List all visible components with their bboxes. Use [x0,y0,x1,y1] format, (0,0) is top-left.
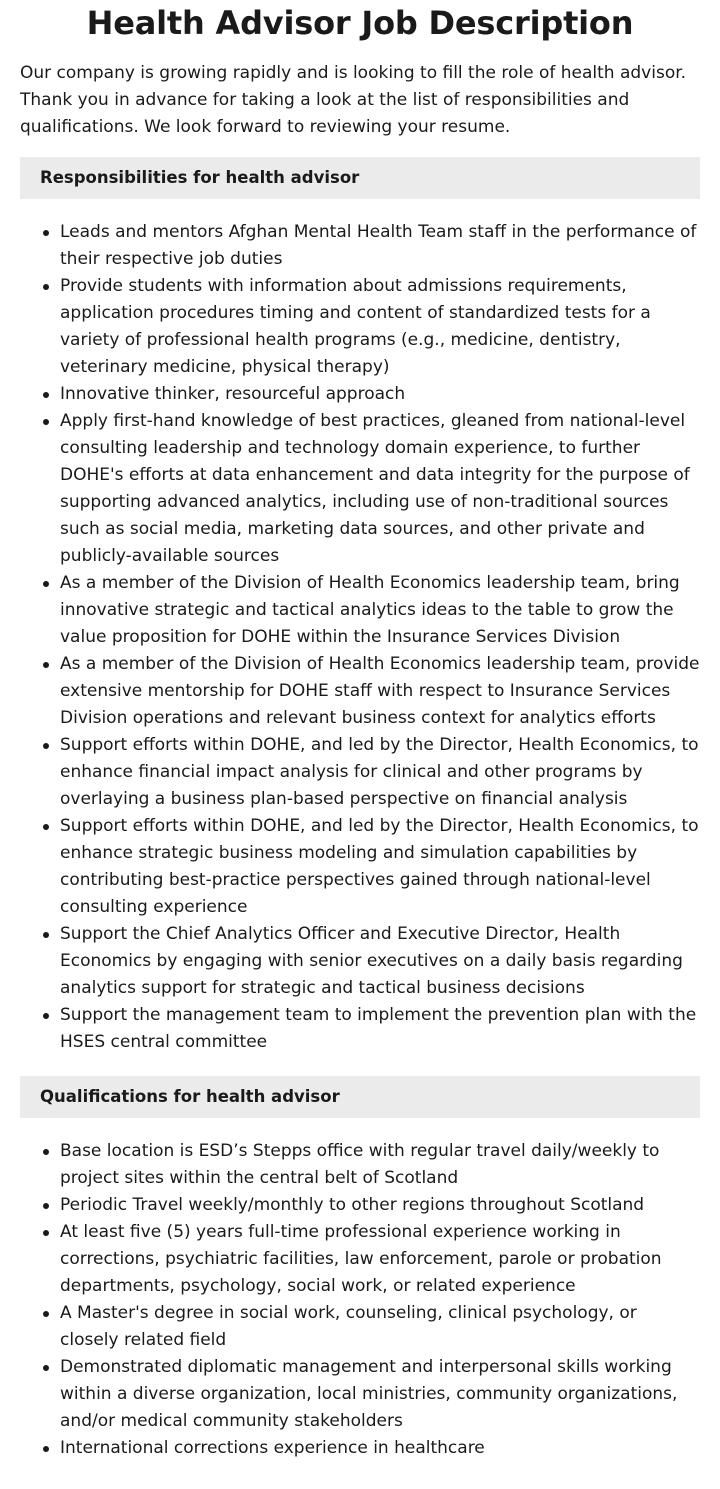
responsibility-item: As a member of the Division of Health Economics leadership team, bring innovative strategic and tactical analytics ideas to the table to grow the value proposition for DOHE within the Insurance Services Division [60,570,700,651]
qualifications-list [20,1138,700,1462]
responsibility-item: Support the Chief Analytics Officer and Executive Director, Health Economics by engaging with senior executives on a daily basis regarding analytics support for strategic and tactical business decisions [60,921,700,1002]
qualification-item: At least five (5) years full-time professional experience working in corrections, psychiatric facilities, law enforcement, parole or probation departments, psychology, social work, or related experience [60,1219,700,1300]
responsibility-item: As a member of the Division of Health Economics leadership team, provide extensive mentorship for DOHE staff with respect to Insurance Services Division operations and relevant business context for analytics efforts [60,651,700,732]
responsibilities-heading: Responsibilities for health advisor [20,157,700,199]
qualification-item: A Master's degree in social work, counseling, clinical psychology, or closely related field [60,1300,700,1354]
responsibility-item: Leads and mentors Afghan Mental Health Team staff in the performance of their respective job duties [60,219,700,273]
qualifications-heading: Qualifications for health advisor [20,1076,700,1118]
intro-paragraph: Our company is growing rapidly and is looking to fill the role of health advisor. Thank you in advance for taking a look at the list of responsibilities and qualifications. We look forward to reviewing your resume. [20,63,687,137]
qualification-item: Base location is ESD’s Stepps office with regular travel daily/weekly to project sites within the central belt of Scotland [60,1138,700,1192]
responsibilities-list [20,219,700,1056]
responsibility-item: Support the management team to implement the prevention plan with the HSES central committee [60,1002,700,1056]
qualification-item: Periodic Travel weekly/monthly to other regions throughout Scotland [60,1192,700,1219]
responsibility-item: Innovative thinker, resourceful approach [60,381,700,408]
responsibility-item: Apply first-hand knowledge of best practices, gleaned from national-level consulting leadership and technology domain experience, to further DOHE's efforts at data enhancement and data integrity for the purpose of supporting advanced analytics, including use of non-traditional sources such as social media, marketing data sources, and other private and publicly-available sources [60,408,700,570]
page-title: Health Advisor Job Description [86,4,634,42]
responsibility-item: Provide students with information about admissions requirements, application procedures timing and content of standardized tests for a variety of professional health programs (e.g., medicine, dentistry, veterinary medicine, physical therapy) [60,273,700,381]
responsibility-item: Support efforts within DOHE, and led by the Director, Health Economics, to enhance strategic business modeling and simulation capabilities by contributing best-practice perspectives gained through national-level consulting experience [60,813,700,921]
qualification-item: Demonstrated diplomatic management and interpersonal skills working within a diverse organization, local ministries, community organizations, and/or medical community stakeholders [60,1354,700,1435]
responsibility-item: Support efforts within DOHE, and led by the Director, Health Economics, to enhance financial impact analysis for clinical and other programs by overlaying a business plan-based perspective on financial analysis [60,732,700,813]
qualification-item: International corrections experience in healthcare [60,1435,700,1462]
